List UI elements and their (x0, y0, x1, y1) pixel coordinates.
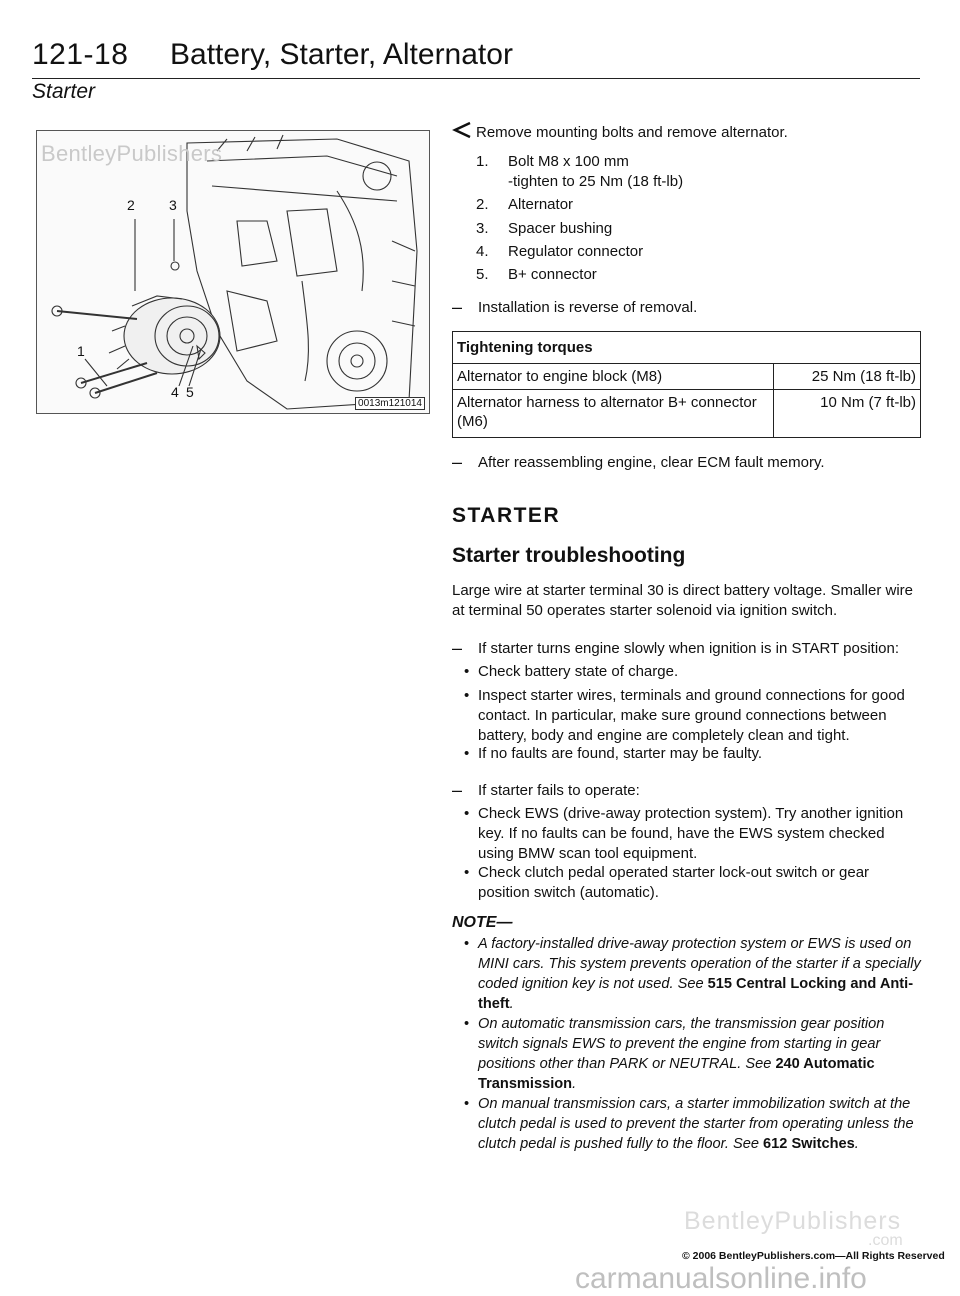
bullet-marker: • (464, 1096, 470, 1112)
table-cell-value: 25 Nm (18 ft-lb) (774, 364, 921, 390)
fails-bullet: Check clutch pedal operated starter lock-out switch or gear position switch (automatic). (478, 864, 870, 901)
table-cell-item: Alternator to engine block (M8) (453, 364, 774, 390)
slow-lead: If starter turns engine slowly when ignition is in START position: (478, 640, 900, 657)
fails-bullet: Check EWS (drive-away protection system). Try another ignition key. If no faults can be found, have the EWS system checked using BMW scan tool equipment. (478, 805, 904, 862)
note-text: On manual transmission cars, a starter immobilization switch at the clutch pedal is used to prevent the starter from operating unless the clutch pedal is pushed fully to the floor. (478, 1096, 914, 1152)
note-text: On automatic transmission cars, the transmission gear position switch signals EWS to prevent the engine from starting in gear positions other than PARK or NEUTRAL. (478, 1016, 885, 1072)
alternator-figure (36, 130, 430, 414)
bullet-marker: • (464, 936, 470, 952)
note-see: See (745, 1056, 772, 1072)
table-cell-item: Alternator harness to alternator B+ connector (M6) (453, 390, 774, 438)
bullet-marker: • (464, 1016, 470, 1032)
note-tail: . (572, 1076, 577, 1092)
install-note: Installation is reverse of removal. (478, 299, 698, 316)
slow-bullet: Inspect starter wires, terminals and ground connections for good contact. In particular, make sure ground connections between battery, body and engine are completely clean and tight. (478, 687, 905, 744)
note-reference: 515 Central Locking and Anti-theft (478, 976, 914, 1012)
bullet-marker: • (464, 864, 470, 881)
site-watermark: carmanualsonline.info (575, 1262, 867, 1295)
copyright-text: © 2006 BentleyPublishers.com—All Rights Reserved (682, 1250, 945, 1262)
table-row (453, 390, 921, 438)
note-reference: 240 Automatic Transmission (478, 1056, 875, 1092)
figure-watermark: BentleyPublishers (41, 141, 223, 166)
intro-text: Remove mounting bolts and remove alternator. (476, 124, 788, 141)
troubleshoot-intro: Large wire at starter terminal 30 is direct battery voltage. Smaller wire at terminal 50 operates starter solenoid via ignition switch. (452, 582, 914, 619)
step-text: Regulator connector (508, 243, 644, 260)
fails-lead: If starter fails to operate: (478, 782, 640, 799)
slow-bullet: If no faults are found, starter may be faulty. (478, 745, 763, 762)
troubleshooting-heading: Starter troubleshooting (452, 544, 686, 567)
callout-4: 4 (171, 384, 179, 400)
callout-2: 2 (127, 197, 135, 213)
dash-marker: – (452, 452, 463, 472)
step-number: 3. (476, 220, 489, 237)
table-cell-value: 10 Nm (7 ft-lb) (774, 390, 921, 438)
step-number: 5. (476, 266, 489, 283)
section-label: Starter (32, 80, 96, 103)
bullet-marker: • (464, 687, 470, 704)
dash-marker: – (452, 780, 463, 800)
page-title: Battery, Starter, Alternator (170, 38, 513, 71)
step-text: Spacer bushing (508, 220, 613, 237)
table-header: Tightening torques (453, 332, 921, 364)
note-heading: NOTE— (452, 914, 513, 931)
step-number: 2. (476, 196, 489, 213)
callout-1: 1 (77, 343, 85, 359)
arrow-left-icon (452, 120, 472, 140)
figure-code: 0013m121014 (355, 397, 425, 410)
after-reassembly-text: After reassembling engine, clear ECM fault memory. (478, 454, 825, 471)
page-number: 121-18 (32, 38, 129, 71)
note-see: See (733, 1136, 759, 1152)
dash-marker: – (452, 638, 463, 658)
table-row (453, 364, 921, 390)
bentley-logo: BentleyPublishers (684, 1207, 902, 1235)
dash-marker: – (452, 297, 463, 317)
step-number: 1. (476, 153, 489, 170)
step-number: 4. (476, 243, 489, 260)
note-text: A factory-installed drive-away protection system or EWS is used on MINI cars. This system prevents operation of the starter if a specially coded ignition key is not used. (478, 936, 921, 992)
slow-bullet: Check battery state of charge. (478, 663, 679, 680)
engine-illustration (37, 131, 429, 413)
note-reference: 612 Switches (763, 1136, 855, 1152)
note-see: See (677, 976, 704, 992)
bullet-marker: • (464, 745, 470, 762)
note-tail: . (854, 1136, 859, 1152)
callout-5: 5 (186, 384, 194, 400)
step-text: B+ connector (508, 266, 597, 283)
starter-heading: STARTER (452, 504, 561, 527)
bullet-marker: • (464, 663, 470, 680)
step-text: Bolt M8 x 100 mm (508, 153, 629, 170)
note-tail: . (509, 996, 514, 1012)
torque-table (452, 331, 921, 438)
bullet-marker: • (464, 805, 470, 822)
bentley-logo-com: .com (868, 1232, 903, 1249)
callout-3: 3 (169, 197, 177, 213)
step-subtext: -tighten to 25 Nm (18 ft-lb) (508, 173, 684, 190)
page-header (32, 38, 920, 79)
step-text: Alternator (508, 196, 574, 213)
